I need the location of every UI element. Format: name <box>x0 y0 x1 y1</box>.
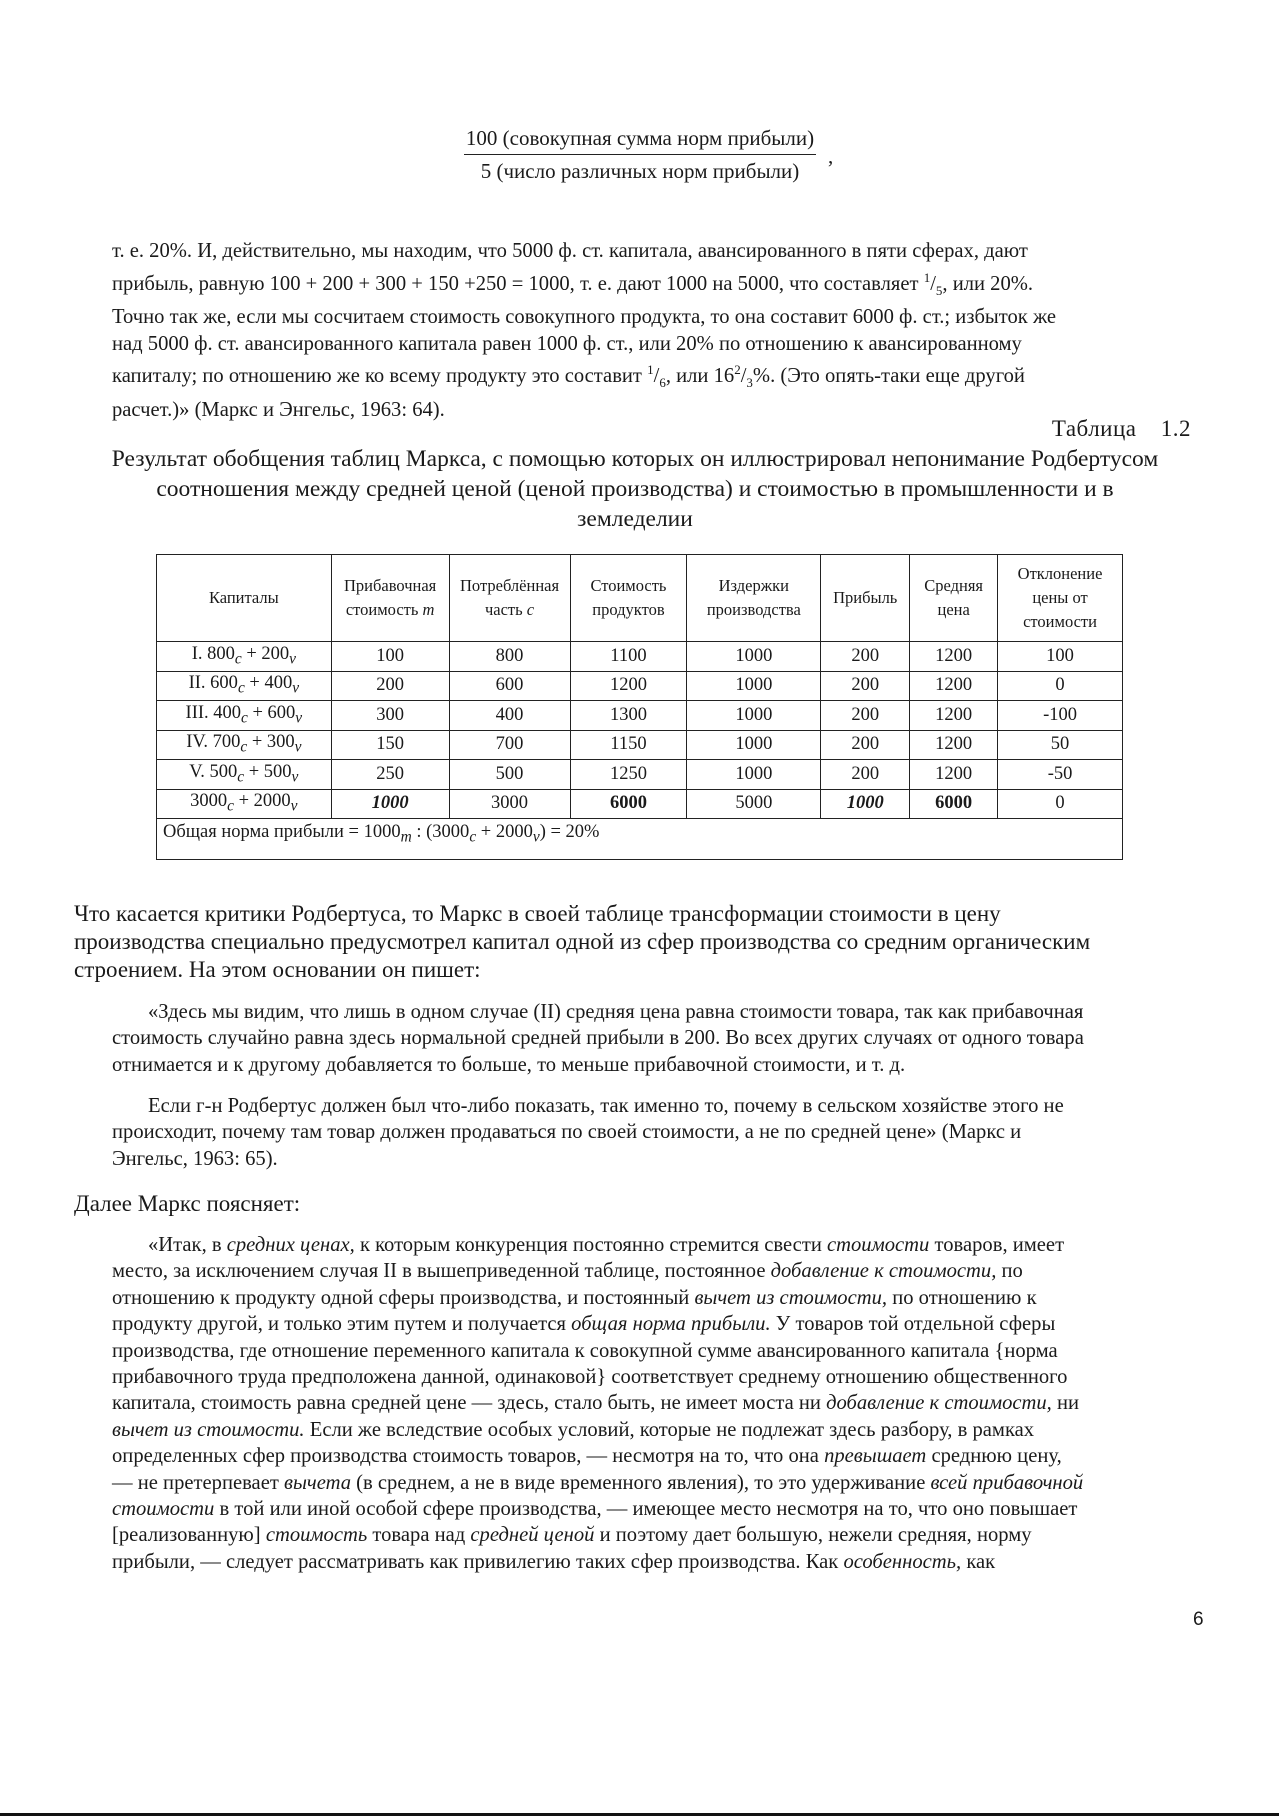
cell-average-price: 1200 <box>910 760 998 790</box>
cell-profit: 200 <box>821 730 910 760</box>
header-profit: Прибыль <box>821 555 910 642</box>
table-row <box>157 730 1123 760</box>
paragraph-marx-explains: Далее Маркс поясняет: <box>74 1191 301 1216</box>
cell-cost: 1000 <box>687 671 821 701</box>
cell-value: 1150 <box>570 730 687 760</box>
table-caption: Результат обобщения таблиц Маркса, с помощью которых он иллюстрировал непонимание Родбертусом соотношения между средней ценой (ценой производства) и стоимостью в промышленности и в земледелии <box>111 446 1159 532</box>
row-capital-label: $3000_c + 2000_v$ <box>157 789 332 819</box>
cell-cost: 1000 <box>687 730 821 760</box>
cell-cost: 1000 <box>687 701 821 731</box>
cell-average-price: 1200 <box>910 671 998 701</box>
cell-consumed: 500 <box>449 760 570 790</box>
row-capital-label: IV. $700_c + 300_v$ <box>157 730 332 760</box>
formula-fraction <box>440 126 840 184</box>
cell-deviation: -100 <box>998 701 1123 731</box>
cell-cost: 1000 <box>687 760 821 790</box>
paragraph-calculation <box>112 238 1212 424</box>
cell-consumed: 800 <box>449 642 570 672</box>
general-profit-rate: Общая норма прибыли = $1000_m$ : $(3000_c + 2000_v) = 20\%$ <box>157 819 1123 860</box>
quote-second: Если г-н Родбертус должен был что-либо показать, так именно то, почему в сельском хозяйстве этого не происходит, почему там товар должен продаваться по своей стоимости, а не по средней цене» (Маркс и Энгельс, 1963: 65). <box>112 1095 1064 1170</box>
cell-average-price: 1200 <box>910 730 998 760</box>
header-deviation: Отклонение цены от стоимости <box>998 555 1123 642</box>
cell-profit: 200 <box>821 671 910 701</box>
fraction-numerator: 100 (совокупная сумма норм прибыли) <box>464 126 816 155</box>
paragraph-rodbertus-critique: Что касается критики Родбертуса, то Маркс в своей таблице трансформации стоимости в цену производства специально предусмотрел капитал одной из сфер производства со средним органическим строением. На этом основании он пишет: <box>74 901 1091 982</box>
table-row <box>157 642 1123 672</box>
text-line: над 5000 ф. ст. авансированного капитала равен 1000 ф. ст., или 20% по отношению к авансированному <box>112 332 1022 355</box>
text-line: Точно так же, если мы сосчитаем стоимость совокупного продукта, то она составит 6000 ф. ст.; избыток же <box>112 306 1057 329</box>
page-number: 6 <box>1193 1609 1204 1630</box>
cell-deviation: 50 <box>998 730 1123 760</box>
cell-average-price: 1200 <box>910 701 998 731</box>
text-line: прибыль, равную 100 + 200 + 300 + 150 +250 = 1000, т. е. дают 1000 на 5000, что составляет $^1/_5$, или 20%. <box>112 269 1034 298</box>
header-production-cost: Издержки производства <box>687 555 821 642</box>
cell-average-price: 1200 <box>910 642 998 672</box>
cell-profit: 1000 <box>821 789 910 819</box>
header-average-price: Средняя цена <box>910 555 998 642</box>
cell-average-price: 6000 <box>910 789 998 819</box>
row-capital-label: V. $500_c + 500_v$ <box>157 760 332 790</box>
cell-consumed: 3000 <box>449 789 570 819</box>
row-capital-label: III. $400_c + 600_v$ <box>157 701 332 731</box>
cell-profit: 200 <box>821 760 910 790</box>
cell-profit: 200 <box>821 701 910 731</box>
cell-surplus: 300 <box>331 701 449 731</box>
table-row <box>157 701 1123 731</box>
cell-consumed: 400 <box>449 701 570 731</box>
cell-deviation: -50 <box>998 760 1123 790</box>
header-product-value: Стоимость продуктов <box>570 555 687 642</box>
quote-first: «Здесь мы видим, что лишь в одном случае (II) средняя цена равна стоимости товара, так как прибавочная стоимость случайно равна здесь нормальной средней прибыли в 200. Во всех других случаях от одного товара отнимается и к другому добавляется то больше, то меньше прибавочной стоимости, и т. д. <box>112 1001 1084 1076</box>
cell-deviation: 0 <box>998 671 1123 701</box>
table-row <box>157 671 1123 701</box>
cell-deviation: 0 <box>998 789 1123 819</box>
cell-consumed: 600 <box>449 671 570 701</box>
row-capital-label: I. $800_c + 200_v$ <box>157 642 332 672</box>
cell-profit: 200 <box>821 642 910 672</box>
text-line: расчет.)» (Маркс и Энгельс, 1963: 64). <box>112 398 445 421</box>
cell-deviation: 100 <box>998 642 1123 672</box>
cell-cost: 1000 <box>687 642 821 672</box>
cell-value: 6000 <box>570 789 687 819</box>
cell-value: 1250 <box>570 760 687 790</box>
cell-surplus: 100 <box>331 642 449 672</box>
cell-surplus: 150 <box>331 730 449 760</box>
table-footer-row <box>157 819 1123 860</box>
table-header-row <box>157 555 1123 642</box>
cell-surplus: 200 <box>331 671 449 701</box>
text-line: капиталу; по отношению же ко всему продукту это составит $^1/_6$, или $16^2/_3\%$. (Это опять-таки еще другой <box>112 362 1025 391</box>
header-consumed-part: Потреблённая часть c <box>449 555 570 642</box>
cell-consumed: 700 <box>449 730 570 760</box>
text-line: т. е. 20%. И, действительно, мы находим, что 5000 ф. ст. капитала, авансированного в пяти сферах, дают <box>112 240 1028 262</box>
header-surplus-value: Прибавочная стоимость m <box>331 555 449 642</box>
table-total-row <box>157 789 1123 819</box>
marx-table <box>156 554 1123 860</box>
cell-surplus: 1000 <box>331 789 449 819</box>
cell-surplus: 250 <box>331 760 449 790</box>
cell-value: 1200 <box>570 671 687 701</box>
fraction-denominator: 5 (число различных норм прибыли) <box>480 159 800 183</box>
table-row <box>157 760 1123 790</box>
cell-value: 1100 <box>570 642 687 672</box>
header-capitals: Капиталы <box>157 555 332 642</box>
quote-third: «Итак, в средних ценах, к которым конкуренция постоянно стремится свести стоимости товаров, имеет место, за исключением случая II в вышеприведенной таблице, постоянное добавление к стоимости, по отношению к продукту одной сферы производства, и постоянный вычет из стоимости, по отношению к продукту другой, и только этим путем и получается общая норма прибыли. У товаров той отдельной сферы производства, где отношение переменного капитала к совокупной сумме авансированного капитала {норма прибавочного труда предположена данной, одинаковой} соответствует среднему отношению общественного капитала, стоимость равна средней цене — здесь, стало быть, не имеет моста ни добавление к стоимости, ни вычет из стоимости. Если же вследствие особых условий, которые не подлежат здесь разбору, в рамках определенных сфер производства стоимость товаров, — несмотря на то, что она превышает среднюю цену, — не претерпевает вычета (в среднем, а не в виде временного явления), то это удерживание всей прибавочной стоимости в той или иной особой сфере производства, — имеющее место несмотря на то, что оно повышает [реализованную] стоимость товара над средней ценой и поэтому дает большую, нежели средняя, норму прибыли, — следует рассматривать как привилегию таких сфер производства. Как особенность, как <box>112 1234 1084 1573</box>
row-capital-label: II. $600_c + 400_v$ <box>157 671 332 701</box>
cell-cost: 5000 <box>687 789 821 819</box>
table-label: Таблица 1.2 <box>1051 416 1191 441</box>
cell-value: 1300 <box>570 701 687 731</box>
fraction-comma: , <box>828 144 834 168</box>
